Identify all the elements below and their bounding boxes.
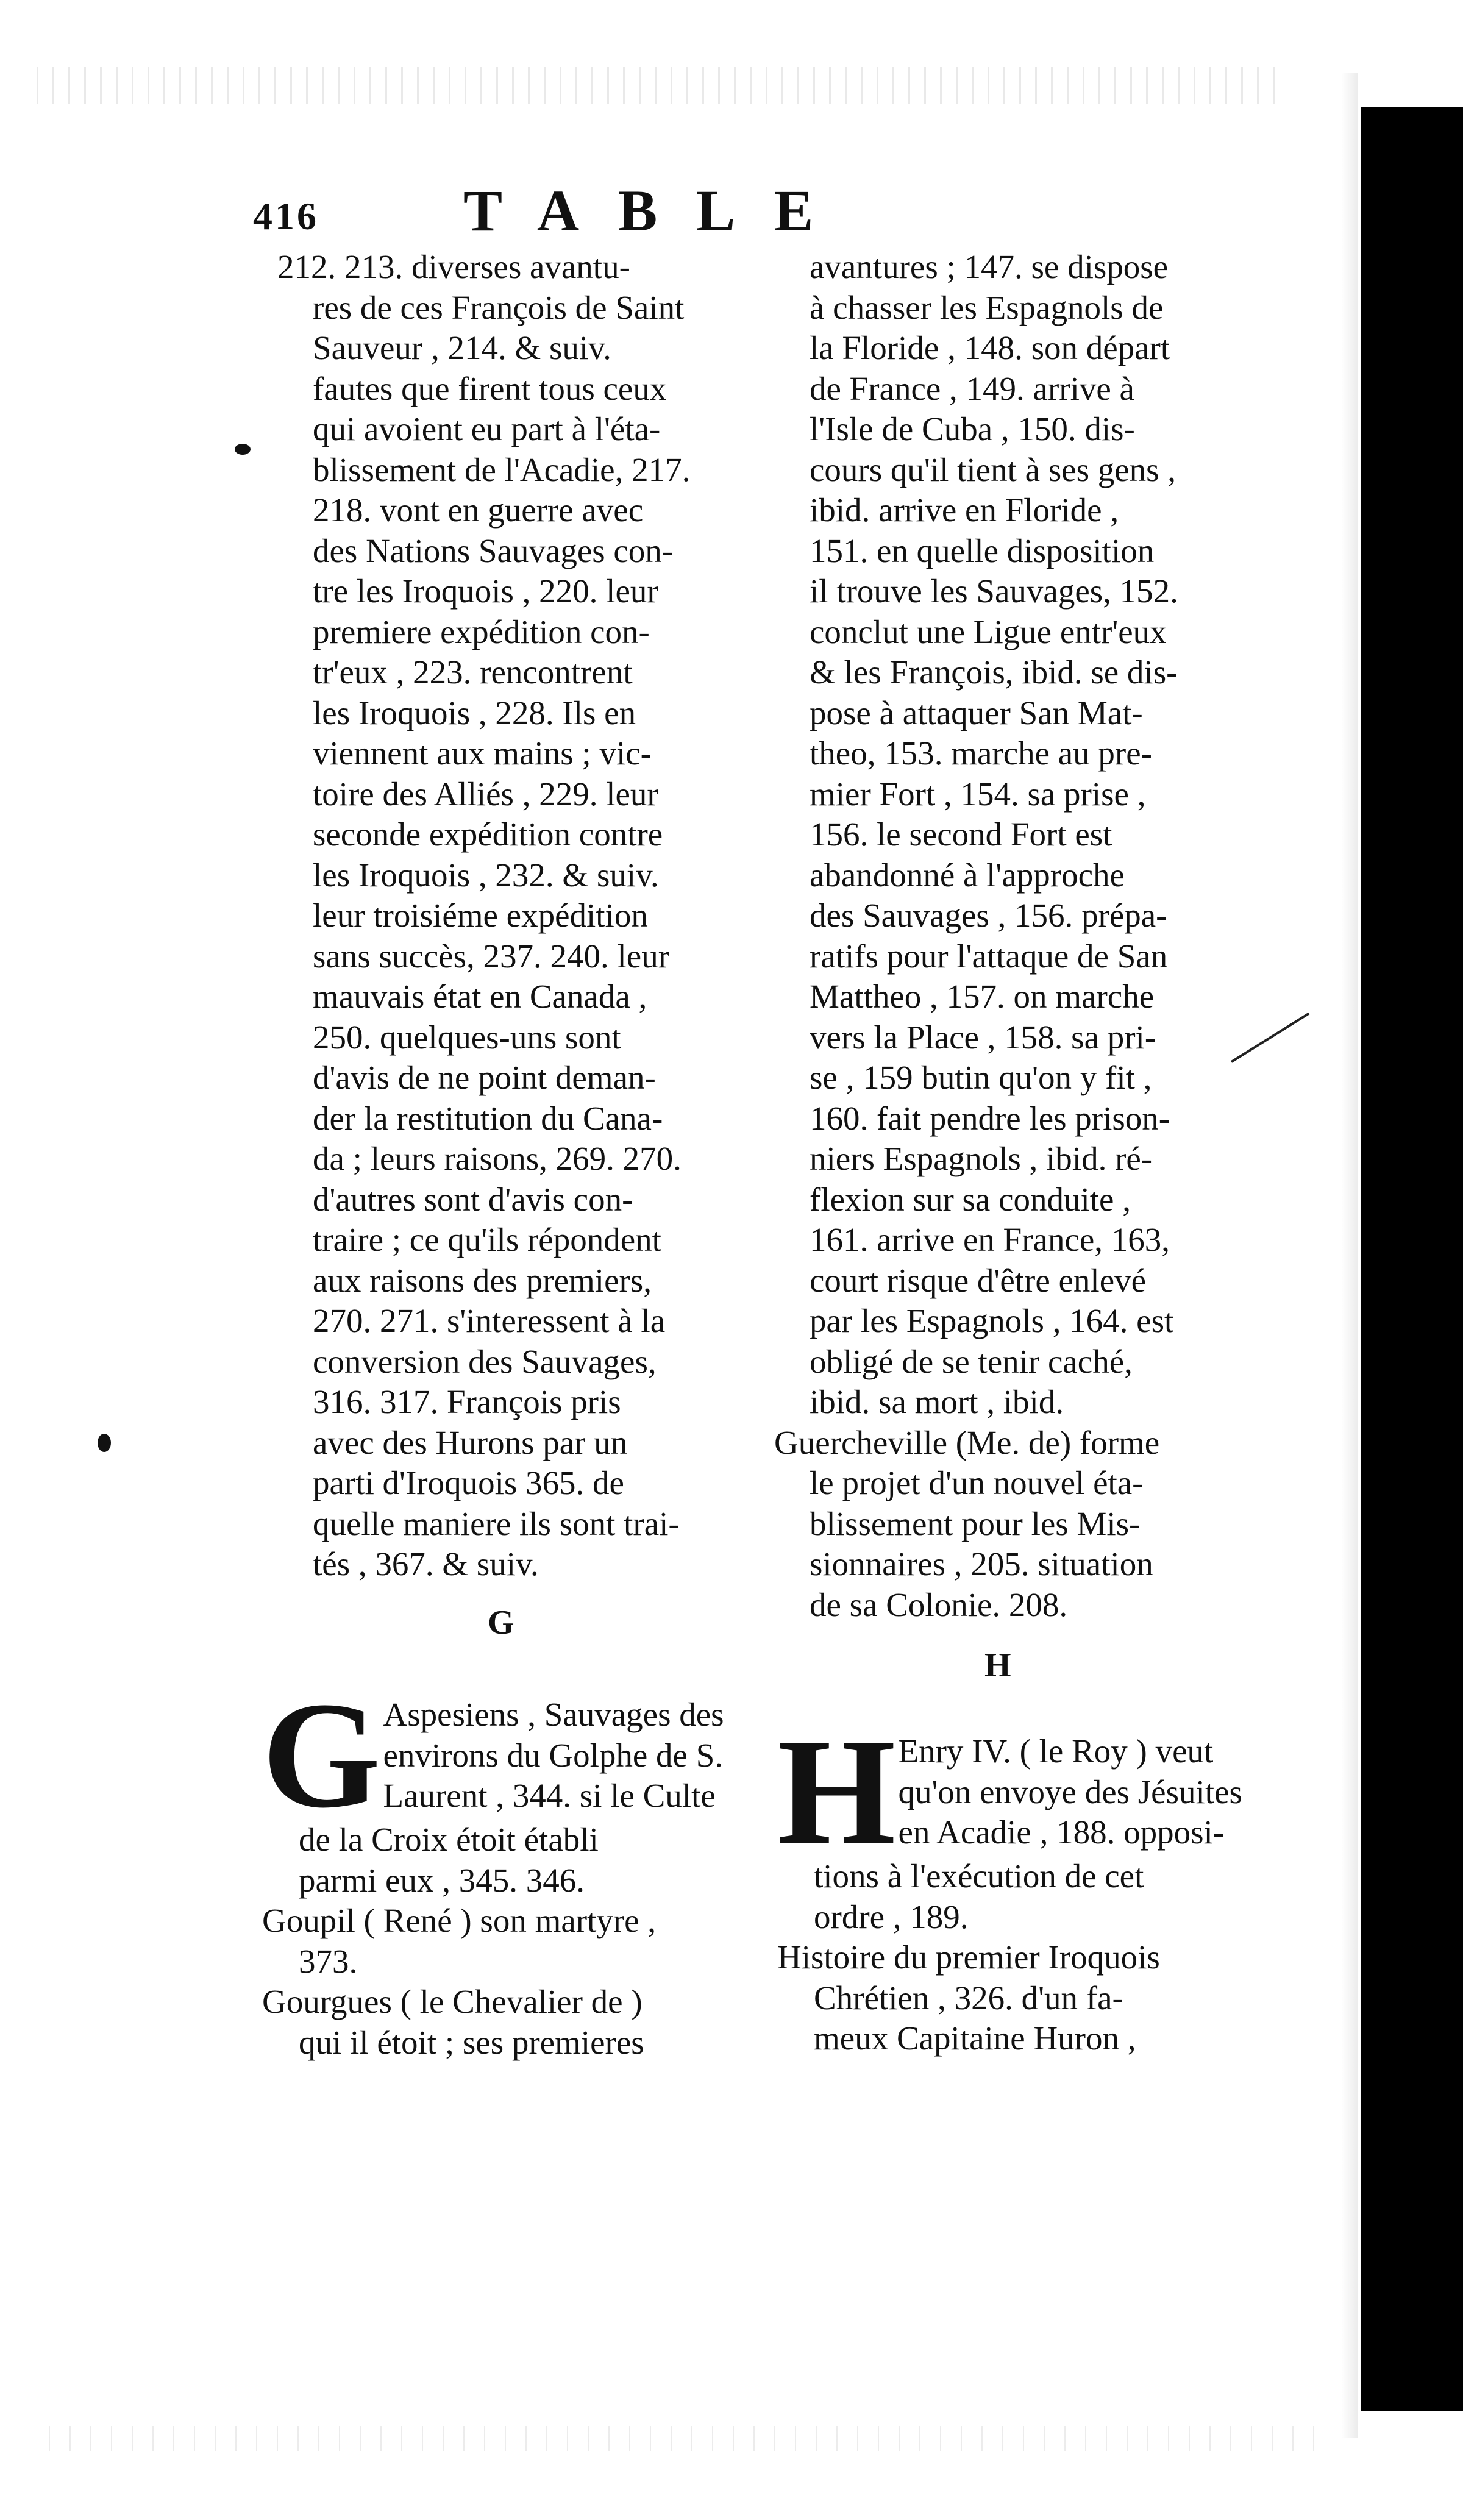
index-line: flexion sur sa conduite , [810, 1180, 1131, 1218]
index-entry-head: Gourgues ( le Chevalier de ) [262, 1983, 643, 2020]
index-line: mier Fort , 154. sa prise , [810, 775, 1146, 813]
index-line: 160. fait pendre les prison- [810, 1099, 1170, 1137]
index-line: & les François, ibid. se dis- [810, 653, 1178, 691]
index-line: tre les Iroquois , 220. leur [313, 572, 658, 610]
index-line: qui il étoit ; ses premieres [299, 2023, 644, 2061]
index-line: conclut une Ligue entr'eux [810, 613, 1167, 650]
index-line: 161. arrive en France, 163, [810, 1221, 1170, 1258]
index-entry-head: Guercheville (Me. de) forme [774, 1423, 1160, 1461]
index-line: des Nations Sauvages con- [313, 532, 674, 569]
section-g-entries [262, 1671, 750, 2063]
dropcap-h: H [777, 1707, 896, 1876]
index-line: ratifs pour l'attaque de San [810, 937, 1168, 975]
index-entry-head: Histoire du premier Iroquois [777, 1938, 1160, 1976]
left-column-top [277, 247, 741, 1585]
section-h-entries [777, 1707, 1277, 2059]
index-line: d'avis de ne point deman- [313, 1059, 656, 1096]
index-line: blissement de l'Acadie, 217. [313, 450, 691, 488]
index-line: 270. 271. s'interessent à la [313, 1302, 666, 1339]
index-line: qui avoient eu part à l'éta- [313, 410, 661, 447]
index-line: se , 159 butin qu'on y fit , [810, 1059, 1152, 1096]
index-line: niers Espagnols , ibid. ré- [810, 1140, 1153, 1177]
index-line: 250. quelques-uns sont [313, 1018, 621, 1056]
index-line: leur troisiéme expédition [313, 897, 648, 934]
index-line: avec des Hurons par un [313, 1423, 628, 1461]
page-number: 416 [253, 194, 319, 238]
index-line: 151. en quelle disposition [810, 532, 1155, 569]
index-entry-head: Goupil ( René ) son martyre , [262, 1902, 657, 1939]
index-line: ibid. arrive en Floride , [810, 491, 1119, 529]
index-line: parmi eux , 345. 346. [299, 1861, 585, 1899]
index-line: des Sauvages , 156. prépa- [810, 897, 1167, 934]
index-line: sans succès, 237. 240. leur [313, 937, 670, 975]
index-line: Chrétien , 326. d'un fa- [814, 1979, 1123, 2016]
index-line: vers la Place , 158. sa pri- [810, 1018, 1156, 1056]
index-line: blissement pour les Mis- [810, 1504, 1141, 1542]
index-line: Laurent , 344. si le Culte [383, 1777, 716, 1814]
index-line: obligé de se tenir caché, [810, 1342, 1133, 1380]
index-line: avantures ; 147. se dispose [810, 248, 1169, 285]
dropcap-g: G [262, 1671, 381, 1840]
index-line: viennent aux mains ; vic- [313, 735, 652, 772]
index-line: à chasser les Espagnols de [810, 288, 1164, 326]
index-line: 156. le second Fort est [810, 816, 1112, 853]
scan-noise-top [37, 67, 1286, 104]
index-line: tés , 367. & suiv. [313, 1545, 539, 1582]
ink-blot [235, 444, 251, 455]
index-line: il trouve les Sauvages, 152. [810, 572, 1178, 610]
running-head: TABLE [463, 178, 853, 243]
index-line: 316. 317. François pris [313, 1383, 621, 1420]
index-line: res de ces François de Saint [313, 288, 685, 326]
index-line: qu'on envoye des Jésuites [898, 1773, 1242, 1810]
index-line: aux raisons des premiers, [313, 1261, 652, 1299]
index-line: ibid. sa mort , ibid. [810, 1383, 1064, 1420]
index-line: de la Croix étoit établi [299, 1821, 599, 1858]
index-line: mauvais état en Canada , [313, 978, 647, 1015]
index-line: theo, 153. marche au pre- [810, 735, 1152, 772]
index-line: tions à l'exécution de cet [814, 1857, 1144, 1895]
page-edge-shadow [1341, 73, 1358, 2438]
index-line: toire des Alliés , 229. leur [313, 775, 658, 813]
index-line: 212. 213. diverses avantu- [277, 248, 630, 285]
index-line: premiere expédition con- [313, 613, 650, 650]
scan-noise-bottom [49, 2426, 1329, 2451]
index-line: Mattheo , 157. on marche [810, 978, 1155, 1015]
index-line: ordre , 189. [814, 1898, 969, 1935]
right-column-top [774, 247, 1274, 1625]
index-line: meux Capitaine Huron , [814, 2020, 1136, 2057]
index-line: quelle maniere ils sont trai- [313, 1504, 680, 1542]
index-line: sionnaires , 205. situation [810, 1545, 1153, 1582]
index-line: d'autres sont d'avis con- [313, 1180, 633, 1218]
index-line: les Iroquois , 232. & suiv. [313, 856, 659, 894]
index-line: court risque d'être enlevé [810, 1261, 1147, 1299]
index-line: 373. [299, 1942, 358, 1980]
index-line: de France , 149. arrive à [810, 369, 1134, 407]
index-line: da ; leurs raisons, 269. 270. [313, 1140, 682, 1177]
index-line: tr'eux , 223. rencontrent [313, 653, 633, 691]
ink-blot [98, 1434, 111, 1452]
index-line: conversion des Sauvages, [313, 1342, 657, 1380]
index-line: fautes que firent tous ceux [313, 369, 667, 407]
index-line: der la restitution du Cana- [313, 1099, 663, 1137]
index-line: 218. vont en guerre avec [313, 491, 644, 529]
index-line: par les Espagnols , 164. est [810, 1302, 1174, 1339]
index-line: parti d'Iroquois 365. de [313, 1464, 624, 1501]
index-line: de sa Colonie. 208. [810, 1586, 1068, 1623]
scan-edge-bar [1361, 107, 1463, 2411]
index-line: la Floride , 148. son départ [810, 329, 1170, 366]
index-line: seconde expédition contre [313, 816, 663, 853]
index-line: en Acadie , 188. opposi- [898, 1813, 1225, 1851]
index-line: Enry IV. ( le Roy ) veut [898, 1732, 1214, 1770]
index-line: les Iroquois , 228. Ils en [313, 694, 636, 731]
index-line: Sauveur , 214. & suiv. [313, 329, 611, 366]
index-line: le projet d'un nouvel éta- [810, 1464, 1144, 1501]
index-line: abandonné à l'approche [810, 856, 1125, 894]
section-letter-g: G [488, 1604, 516, 1642]
index-line: l'Isle de Cuba , 150. dis- [810, 410, 1135, 447]
index-line: environs du Golphe de S. [383, 1736, 724, 1774]
index-line: traire ; ce qu'ils répondent [313, 1221, 661, 1258]
index-line: Aspesiens , Sauvages des [383, 1696, 724, 1733]
index-line: pose à attaquer San Mat- [810, 694, 1143, 731]
section-letter-h: H [984, 1646, 1013, 1684]
index-line: cours qu'il tient à ses gens , [810, 450, 1176, 488]
